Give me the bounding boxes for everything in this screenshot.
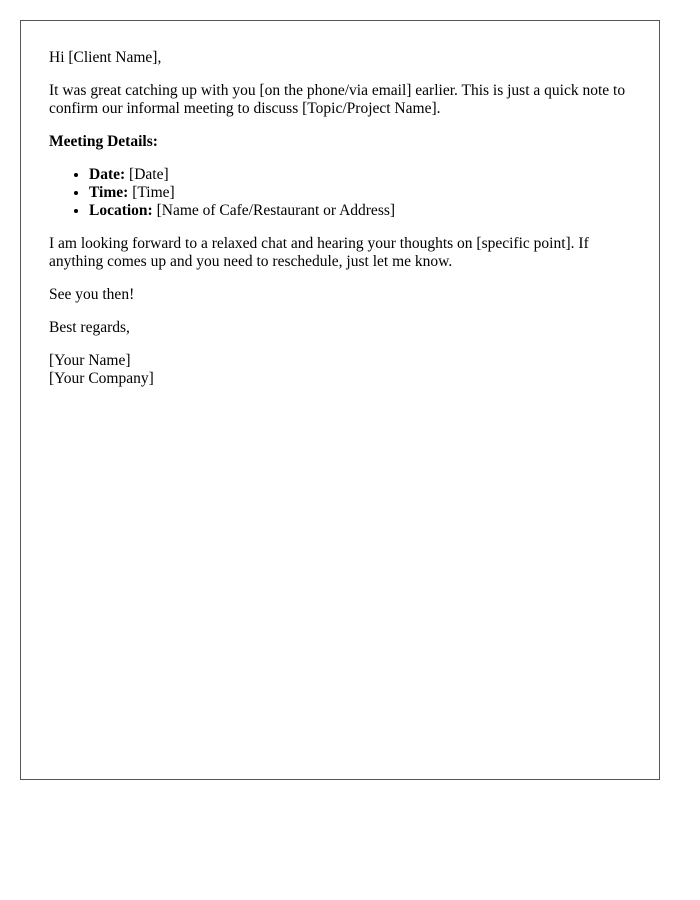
detail-value: [Name of Cafe/Restaurant or Address]: [152, 202, 396, 219]
meeting-details-list: [49, 166, 639, 220]
detail-label: Time:: [89, 184, 129, 201]
see-you-line: See you then!: [49, 286, 135, 303]
detail-value: [Date]: [125, 166, 169, 183]
detail-location: [89, 202, 639, 220]
closing-line: Best regards,: [49, 319, 130, 336]
signature-company: [Your Company]: [49, 370, 154, 387]
detail-date: [89, 166, 639, 184]
detail-value: [Time]: [128, 184, 175, 201]
signature-block: [49, 352, 639, 388]
detail-label: Date:: [89, 166, 126, 183]
letter-page: [20, 20, 660, 780]
intro-paragraph: It was great catching up with you [on the phone/via email] earlier. This is just a quick note to confirm our informal meeting to discuss [Topic/Project Name].: [49, 82, 626, 117]
letter-content: [49, 49, 639, 388]
body-paragraph: I am looking forward to a relaxed chat and hearing your thoughts on [specific point]. If anything comes up and you need to reschedule, just let me know.: [49, 235, 589, 270]
meeting-details-heading: Meeting Details:: [49, 133, 158, 150]
detail-time: [89, 184, 639, 202]
detail-label: Location:: [89, 202, 153, 219]
greeting: Hi [Client Name],: [49, 49, 162, 66]
signature-name: [Your Name]: [49, 352, 131, 369]
